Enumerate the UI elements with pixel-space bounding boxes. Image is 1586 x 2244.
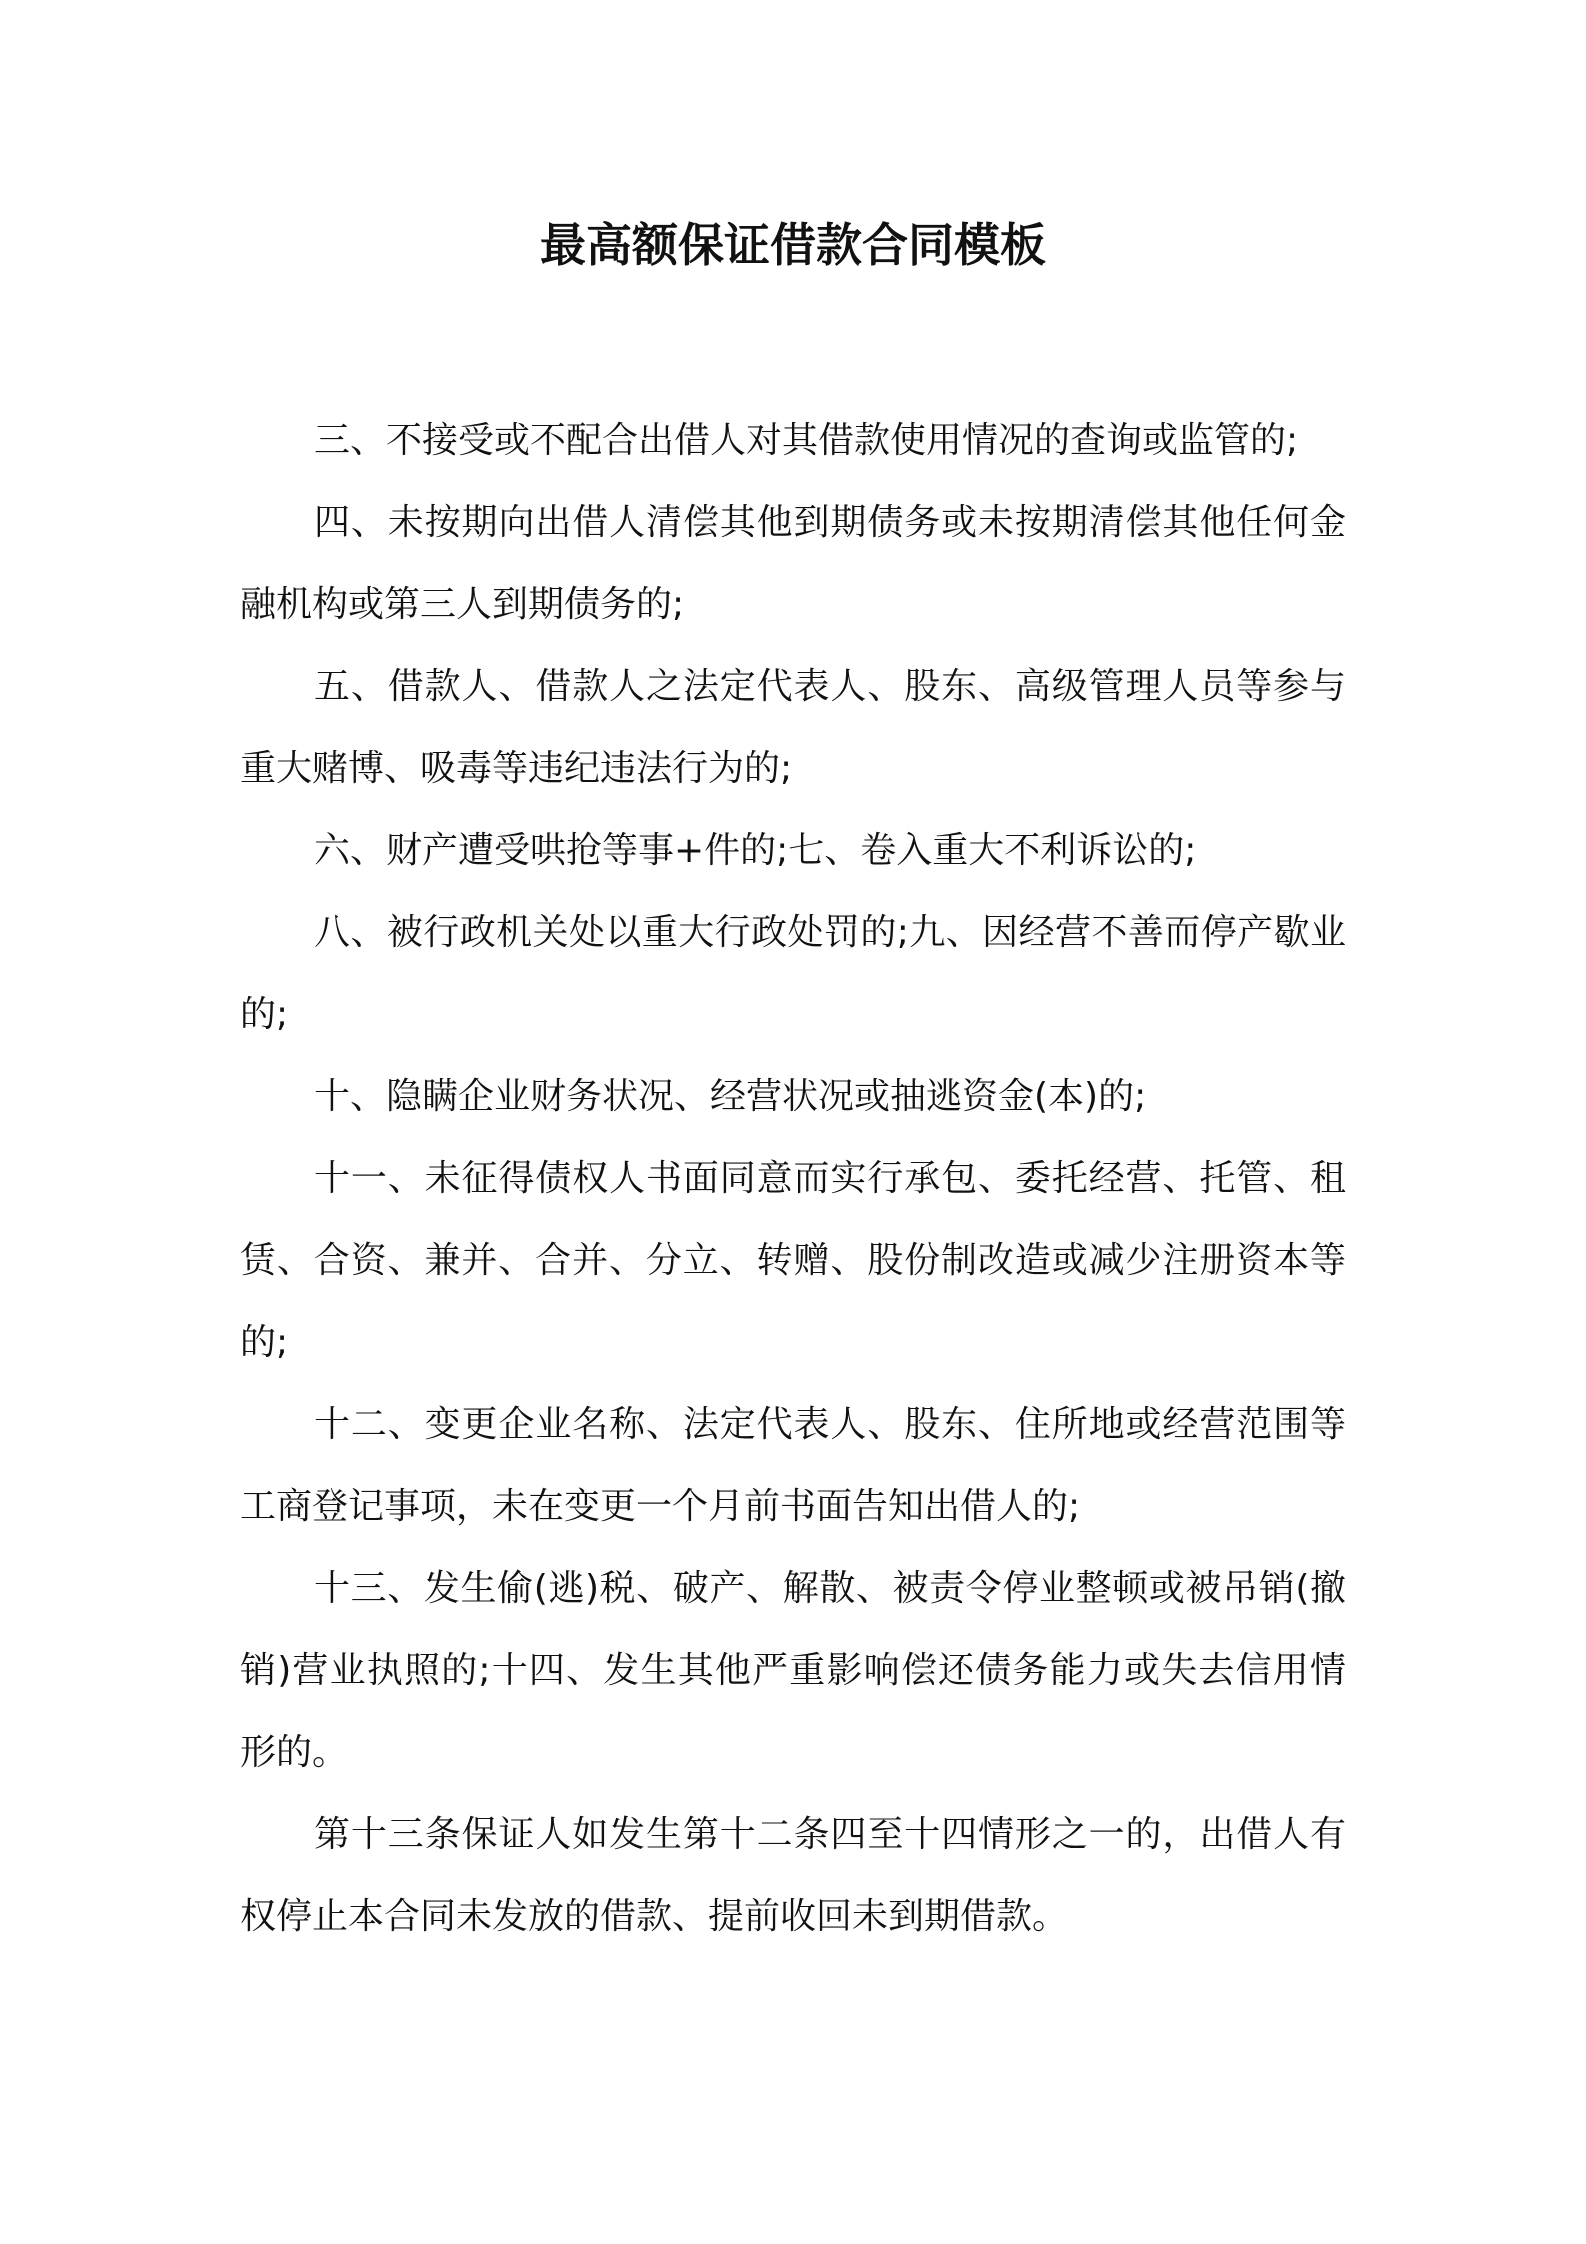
paragraph-clause-8-9: 八、被行政机关处以重大行政处罚的;九、因经营不善而停产歇业的; [240, 912, 1346, 1035]
document-body [240, 400, 1346, 1958]
document-title: 最高额保证借款合同模板 [540, 218, 1046, 272]
paragraph-clause-10: 十、隐瞒企业财务状况、经营状况或抽逃资金(本)的; [314, 1076, 1147, 1117]
paragraph-clause-13-14: 十三、发生偷(逃)税、破产、解散、被责令停业整顿或被吊销(撤销)营业执照的;十四、发生其他严重影响偿还债务能力或失去信用情形的。 [240, 1568, 1346, 1773]
paragraph-clause-11: 十一、未征得债权人书面同意而实行承包、委托经营、托管、租赁、合资、兼并、合并、分立、转赠、股份制改造或减少注册资本等的; [240, 1158, 1346, 1363]
paragraph-clause-5: 五、借款人、借款人之法定代表人、股东、高级管理人员等参与重大赌博、吸毒等违纪违法行为的; [240, 666, 1346, 789]
paragraph-clause-6-7: 六、财产遭受哄抢等事+件的;七、卷入重大不利诉讼的; [314, 830, 1197, 871]
paragraph-clause-4: 四、未按期向出借人清偿其他到期债务或未按期清偿其他任何金融机构或第三人到期债务的; [240, 502, 1346, 625]
paragraph-clause-12: 十二、变更企业名称、法定代表人、股东、住所地或经营范围等工商登记事项，未在变更一个月前书面告知出借人的; [240, 1404, 1346, 1527]
paragraph-article-13: 第十三条保证人如发生第十二条四至十四情形之一的，出借人有权停止本合同未发放的借款、提前收回未到期借款。 [240, 1814, 1346, 1937]
paragraph-clause-3: 三、不接受或不配合出借人对其借款使用情况的查询或监管的; [314, 420, 1299, 461]
